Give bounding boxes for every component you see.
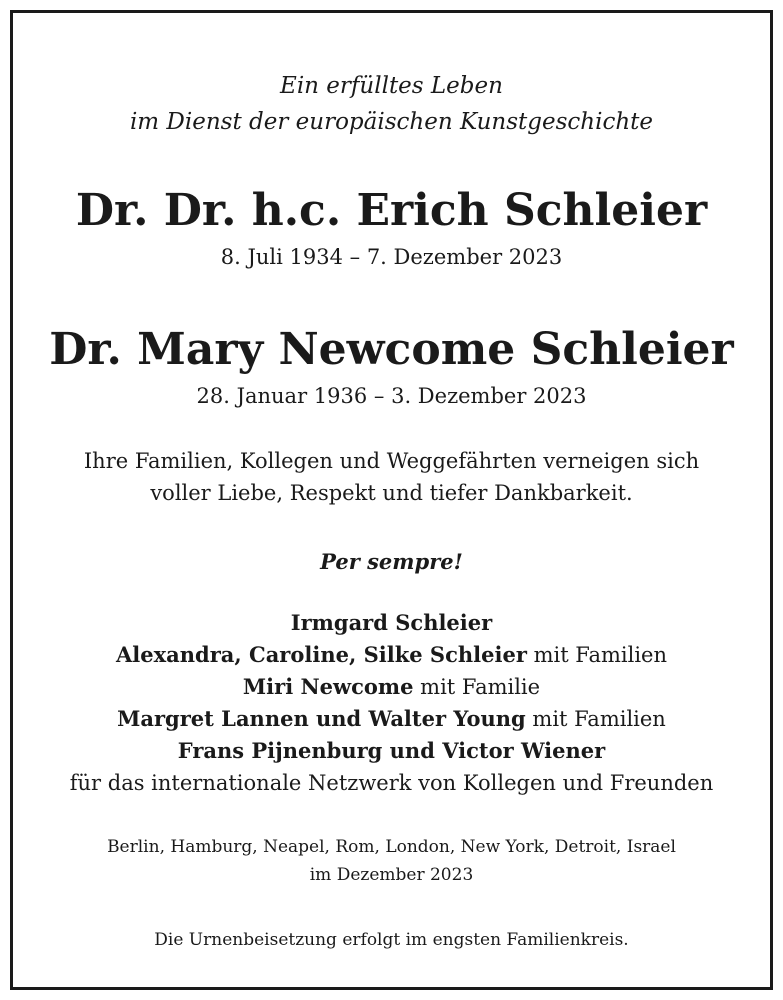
obituary-notice [10, 10, 773, 990]
deceased-name-mary: Dr. Mary Newcome Schleier [49, 324, 734, 375]
mourner-names: Margret Lannen und Walter Young [117, 706, 526, 731]
deceased-dates-mary: 28. Januar 1936 – 3. Dezember 2023 [196, 384, 587, 408]
closing-phrase: Per sempre! [320, 549, 463, 574]
mourner-suffix: für das internationale Netzwerk von Kollegen und Freunden [69, 771, 714, 795]
places-and-date [13, 833, 770, 889]
deceased-name-erich: Dr. Dr. h.c. Erich Schleier [75, 185, 708, 236]
mourners-list [13, 607, 770, 799]
mourner-names: Irmgard Schleier [290, 610, 493, 635]
mourner-suffix: mit Familien [525, 707, 666, 731]
mourner-line [13, 671, 770, 703]
mourner-names: Miri Newcome [242, 674, 414, 699]
mourner-line [13, 703, 770, 735]
mourner-line [13, 767, 770, 799]
date-line: im Dezember 2023 [309, 865, 474, 885]
mourner-names: Frans Pijnenburg und Victor Wiener [177, 738, 606, 763]
mourner-names: Alexandra, Caroline, Silke Schleier [115, 642, 527, 667]
motto-line-2: im Dienst der europäischen Kunstgeschichte [129, 109, 654, 135]
tribute-line-2: voller Liebe, Respekt und tiefer Dankbarkeit. [150, 481, 633, 505]
tribute-text [13, 445, 770, 509]
mourner-suffix: mit Familien [526, 643, 667, 667]
mourner-line [13, 735, 770, 767]
mourner-line [13, 639, 770, 671]
tribute-line-1: Ihre Familien, Kollegen und Weggefährten verneigen sich [83, 449, 700, 473]
motto-line-1: Ein erfülltes Leben [280, 73, 503, 99]
mourner-line [13, 607, 770, 639]
mourner-suffix: mit Familie [413, 675, 541, 699]
places-line: Berlin, Hamburg, Neapel, Rom, London, New York, Detroit, Israel [107, 837, 676, 857]
deceased-dates-erich: 8. Juli 1934 – 7. Dezember 2023 [220, 245, 563, 269]
burial-note: Die Urnenbeisetzung erfolgt im engsten Familienkreis. [154, 930, 629, 950]
motto [13, 68, 770, 140]
